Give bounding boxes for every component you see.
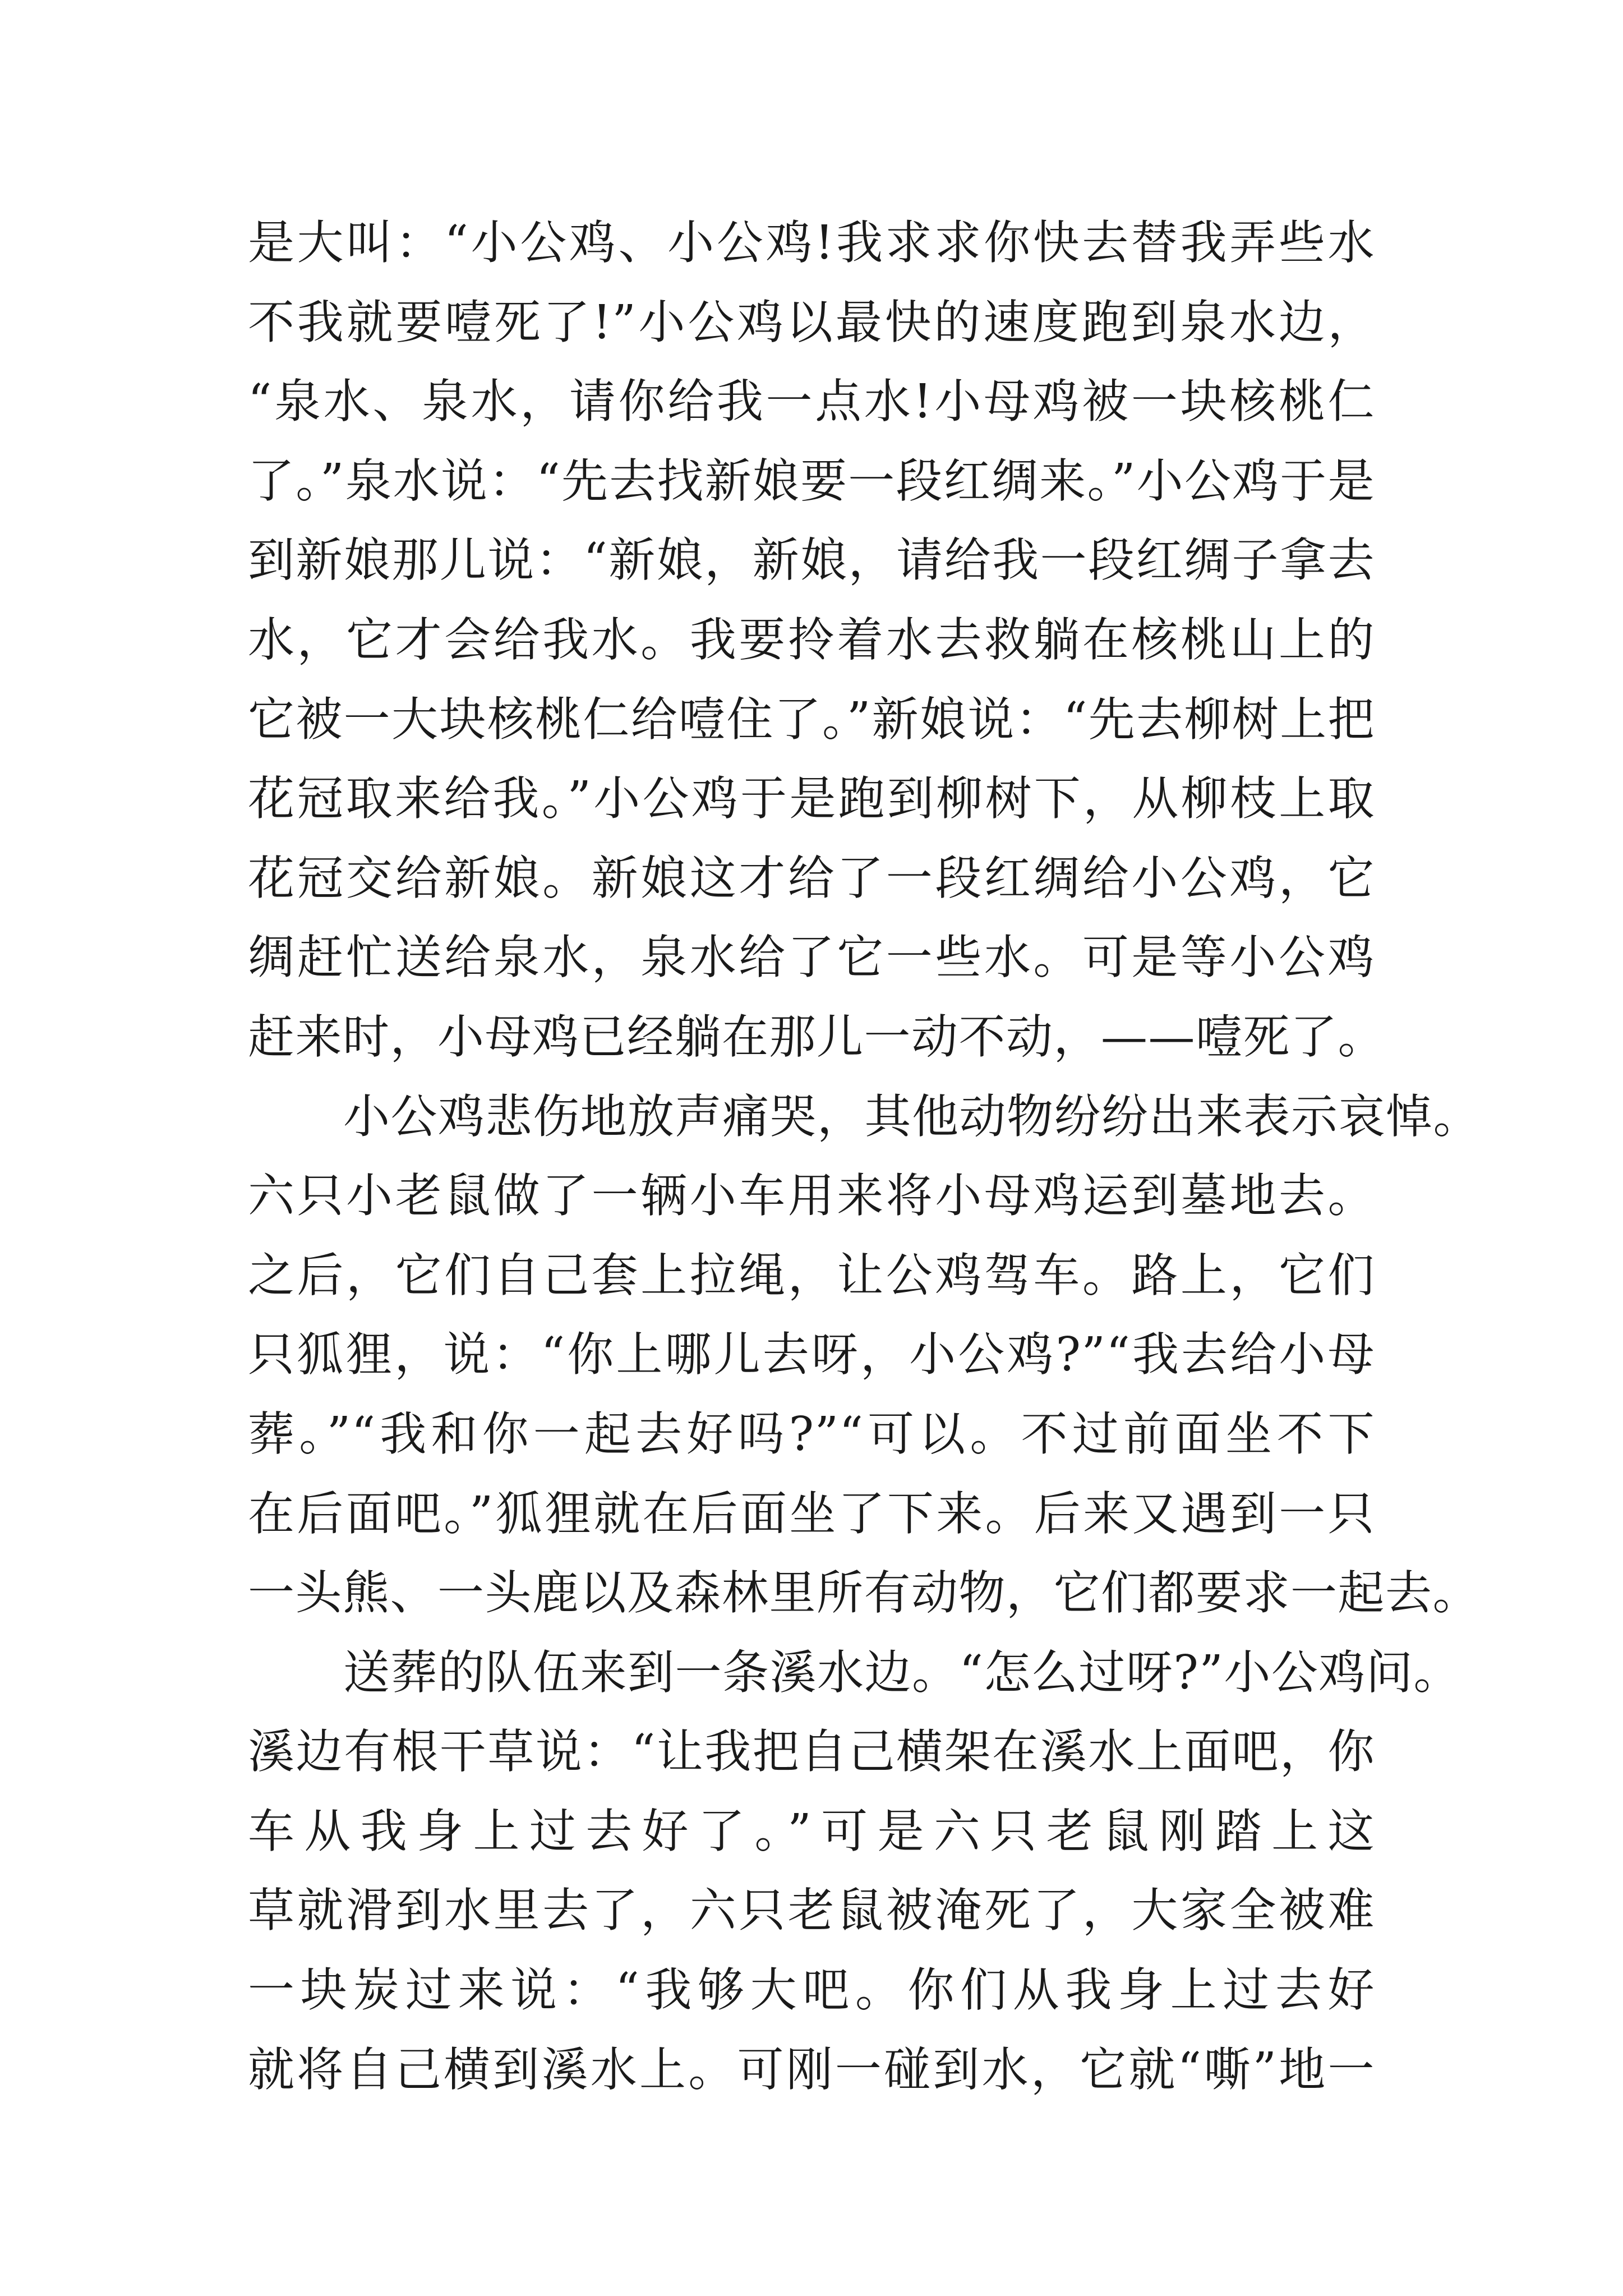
text-line: 葬。”“我和你一起去好吗?”“可以。不过前面坐不下	[248, 1406, 1375, 1461]
text-line: 只狐狸，说：“你上哪儿去呀，小公鸡?”“我去给小母	[248, 1327, 1375, 1382]
text-line: 六只小老鼠做了一辆小车用来将小母鸡运到墓地去。	[248, 1168, 1375, 1223]
text-line: 赶来时，小母鸡已经躺在那儿一动不动，——噎死了。	[248, 1009, 1385, 1064]
text-line: 车从我身上过去好了。”可是六只老鼠刚踏上这	[248, 1803, 1375, 1858]
text-line: 一块炭过来说：“我够大吧。你们从我身上过去好	[248, 1963, 1375, 2018]
text-line: 花冠交给新娘。新娘这才给了一段红绸给小公鸡，它	[248, 850, 1375, 905]
text-line: 到新娘那儿说：“新娘，新娘，请给我一段红绸子拿去	[248, 533, 1375, 588]
text-line: 不我就要噎死了!”小公鸡以最快的速度跑到泉水边，	[248, 295, 1375, 349]
text-line: “泉水、泉水，请你给我一点水!小母鸡被一块核桃仁	[248, 374, 1375, 429]
text-line: 就将自己横到溪水上。可刚一碰到水，它就“嘶”地一	[248, 2042, 1375, 2097]
text-line: 花冠取来给我。”小公鸡于是跑到柳树下，从柳枝上取	[248, 771, 1375, 826]
text-line: 绸赶忙送给泉水，泉水给了它一些水。可是等小公鸡	[248, 930, 1375, 985]
text-line: 溪边有根干草说：“让我把自己横架在溪水上面吧，你	[248, 1724, 1375, 1779]
text-line: 它被一大块核桃仁给噎住了。”新娘说：“先去柳树上把	[248, 692, 1375, 747]
text-line: 水，它才会给我水。我要拎着水去救躺在核桃山上的	[248, 612, 1375, 667]
text-line: 一头熊、一头鹿以及森林里所有动物，它们都要求一起去。	[248, 1566, 1480, 1621]
text-line: 草就滑到水里去了，六只老鼠被淹死了，大家全被难	[248, 1883, 1375, 1938]
story-text	[248, 203, 1481, 2109]
text-line: 了。”泉水说：“先去找新娘要一段红绸来。”小公鸡于是	[248, 453, 1375, 508]
paragraph-first-line: 送葬的队伍来到一条溪水边。“怎么过呀?”小公鸡问。	[343, 1645, 1461, 1700]
text-line: 之后，它们自己套上拉绳，让公鸡驾车。路上，它们	[248, 1248, 1375, 1303]
text-line: 是大叫：“小公鸡、小公鸡!我求求你快去替我弄些水	[248, 215, 1375, 270]
paragraph-first-line: 小公鸡悲伤地放声痛哭，其他动物纷纷出来表示哀悼。	[343, 1089, 1481, 1144]
text-line: 在后面吧。”狐狸就在后面坐了下来。后来又遇到一只	[248, 1486, 1375, 1541]
